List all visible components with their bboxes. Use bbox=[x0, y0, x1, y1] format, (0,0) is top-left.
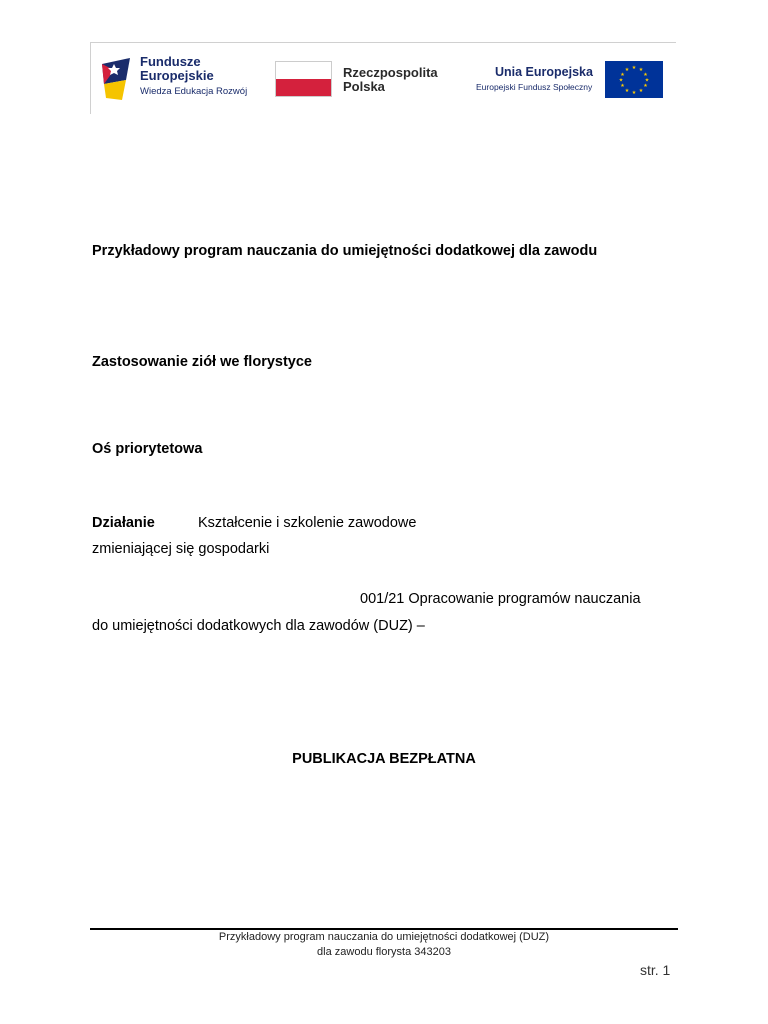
svg-text:★: ★ bbox=[638, 88, 644, 94]
fe-logo-line2: Europejskie bbox=[140, 68, 214, 83]
eu-flag-icon bbox=[605, 61, 663, 98]
rp-logo-line1: Rzeczpospolita bbox=[343, 65, 438, 80]
ue-logo-line2: Europejski Fundusz Społeczny bbox=[476, 82, 593, 92]
page-number: str. 1 bbox=[640, 962, 671, 978]
footer-line2: dla zawodu florysta 343203 bbox=[317, 946, 451, 958]
free-publication-text: PUBLIKACJA BEZPŁATNA bbox=[292, 751, 476, 767]
svg-text:★: ★ bbox=[644, 77, 650, 84]
action-label: Działanie bbox=[92, 515, 155, 531]
fundusze-europejskie-logo-icon bbox=[100, 54, 134, 102]
action-value: Kształcenie i szkolenie zawodowe bbox=[198, 515, 417, 531]
svg-text:★: ★ bbox=[624, 67, 630, 73]
rp-logo-line2: Polska bbox=[343, 79, 385, 94]
svg-text:★: ★ bbox=[620, 83, 625, 89]
svg-text:★: ★ bbox=[643, 72, 648, 78]
free-publication-heading bbox=[0, 751, 768, 767]
document-subtitle: Zastosowanie ziół we florystyce bbox=[92, 354, 312, 370]
ue-logo-line1: Unia Europejska bbox=[495, 65, 593, 79]
svg-text:★: ★ bbox=[631, 90, 637, 96]
svg-text:★: ★ bbox=[620, 72, 625, 78]
fe-logo-line3: Wiedza Edukacja Rozwój bbox=[140, 86, 248, 97]
footer-divider bbox=[90, 928, 678, 930]
footer-line1: Przykładowy program nauczania do umiejętności dodatkowej (DUZ) bbox=[218, 931, 550, 943]
program-line2: do umiejętności dodatkowych dla zawodów (DUZ) – bbox=[92, 618, 425, 634]
polish-flag-icon bbox=[275, 61, 332, 97]
action-value-line2: zmieniającej się gospodarki bbox=[92, 541, 270, 557]
document-title: Przykładowy program nauczania do umiejętności dodatkowej dla zawodu bbox=[92, 243, 598, 259]
fe-logo-line1: Fundusze bbox=[140, 54, 201, 69]
svg-text:★: ★ bbox=[643, 83, 648, 89]
svg-text:★: ★ bbox=[631, 65, 637, 71]
priority-axis-label: Oś priorytetowa bbox=[92, 441, 203, 457]
program-line1: 001/21 Opracowanie programów nauczania bbox=[360, 591, 641, 607]
svg-text:★: ★ bbox=[638, 67, 644, 73]
svg-text:★: ★ bbox=[618, 77, 624, 84]
svg-text:★: ★ bbox=[624, 88, 630, 94]
